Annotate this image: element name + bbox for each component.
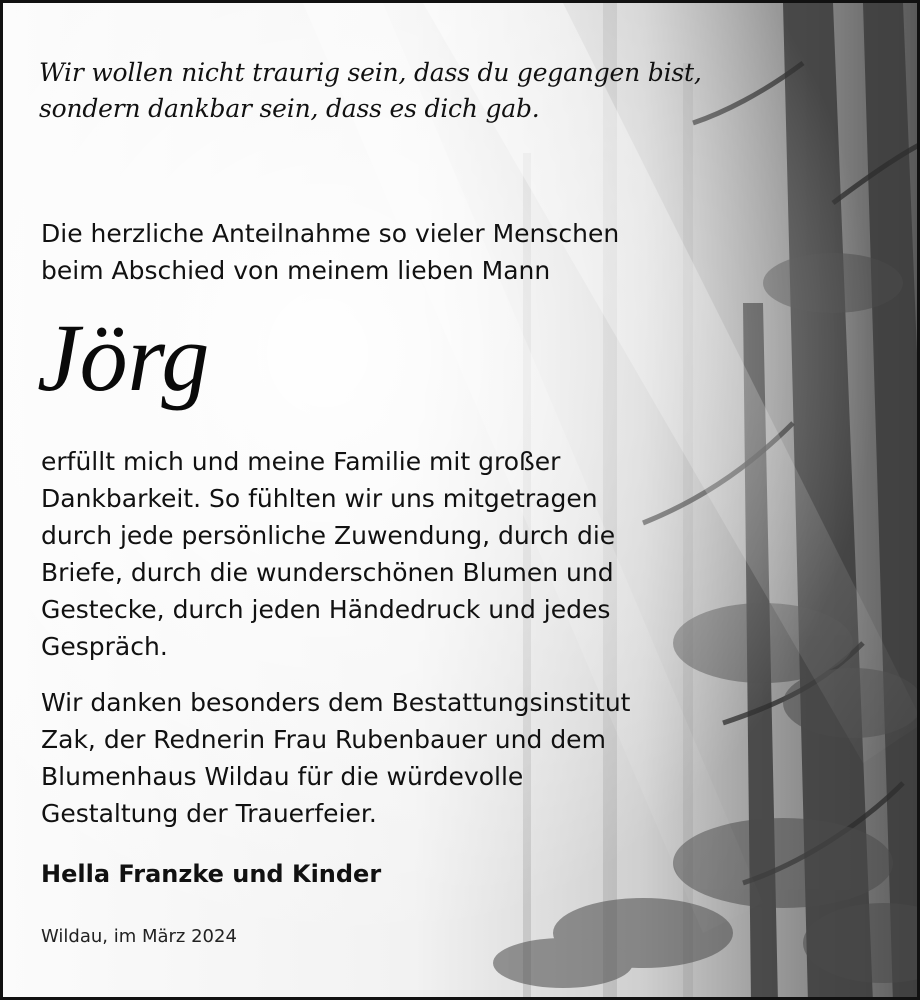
- intro-line: Die herzliche Anteilnahme so vieler Menschen: [41, 219, 620, 248]
- paragraph-line: Briefe, durch die wunderschönen Blumen und: [41, 558, 614, 587]
- thanks-paragraph: [41, 443, 721, 665]
- paragraph-line: durch jede persönliche Zuwendung, durch die: [41, 521, 616, 550]
- acknowledgement-paragraph: [41, 684, 721, 832]
- paragraph-line: Wir danken besonders dem Bestattungsinstitut: [41, 688, 631, 717]
- deceased-name: Jörg: [37, 304, 210, 411]
- paragraph-line: Dankbarkeit. So fühlten wir uns mitgetragen: [41, 484, 598, 513]
- paragraph-line: Gestecke, durch jeden Händedruck und jedes: [41, 595, 611, 624]
- motto-line: Wir wollen nicht traurig sein, dass du gegangen bist,: [39, 58, 702, 87]
- paragraph-line: Blumenhaus Wildau für die würdevolle: [41, 762, 524, 791]
- intro-text: [41, 215, 701, 289]
- paragraph-line: Zak, der Rednerin Frau Rubenbauer und dem: [41, 725, 606, 754]
- signature: Hella Franzke und Kinder: [41, 860, 382, 888]
- paragraph-line: erfüllt mich und meine Familie mit großer: [41, 447, 561, 476]
- motto-line: sondern dankbar sein, dass es dich gab.: [39, 94, 540, 123]
- intro-line: beim Abschied von meinem lieben Mann: [41, 256, 551, 285]
- motto-quote: [39, 55, 702, 127]
- paragraph-line: Gespräch.: [41, 632, 168, 661]
- paragraph-line: Gestaltung der Trauerfeier.: [41, 799, 377, 828]
- place-date: Wildau, im März 2024: [41, 926, 237, 947]
